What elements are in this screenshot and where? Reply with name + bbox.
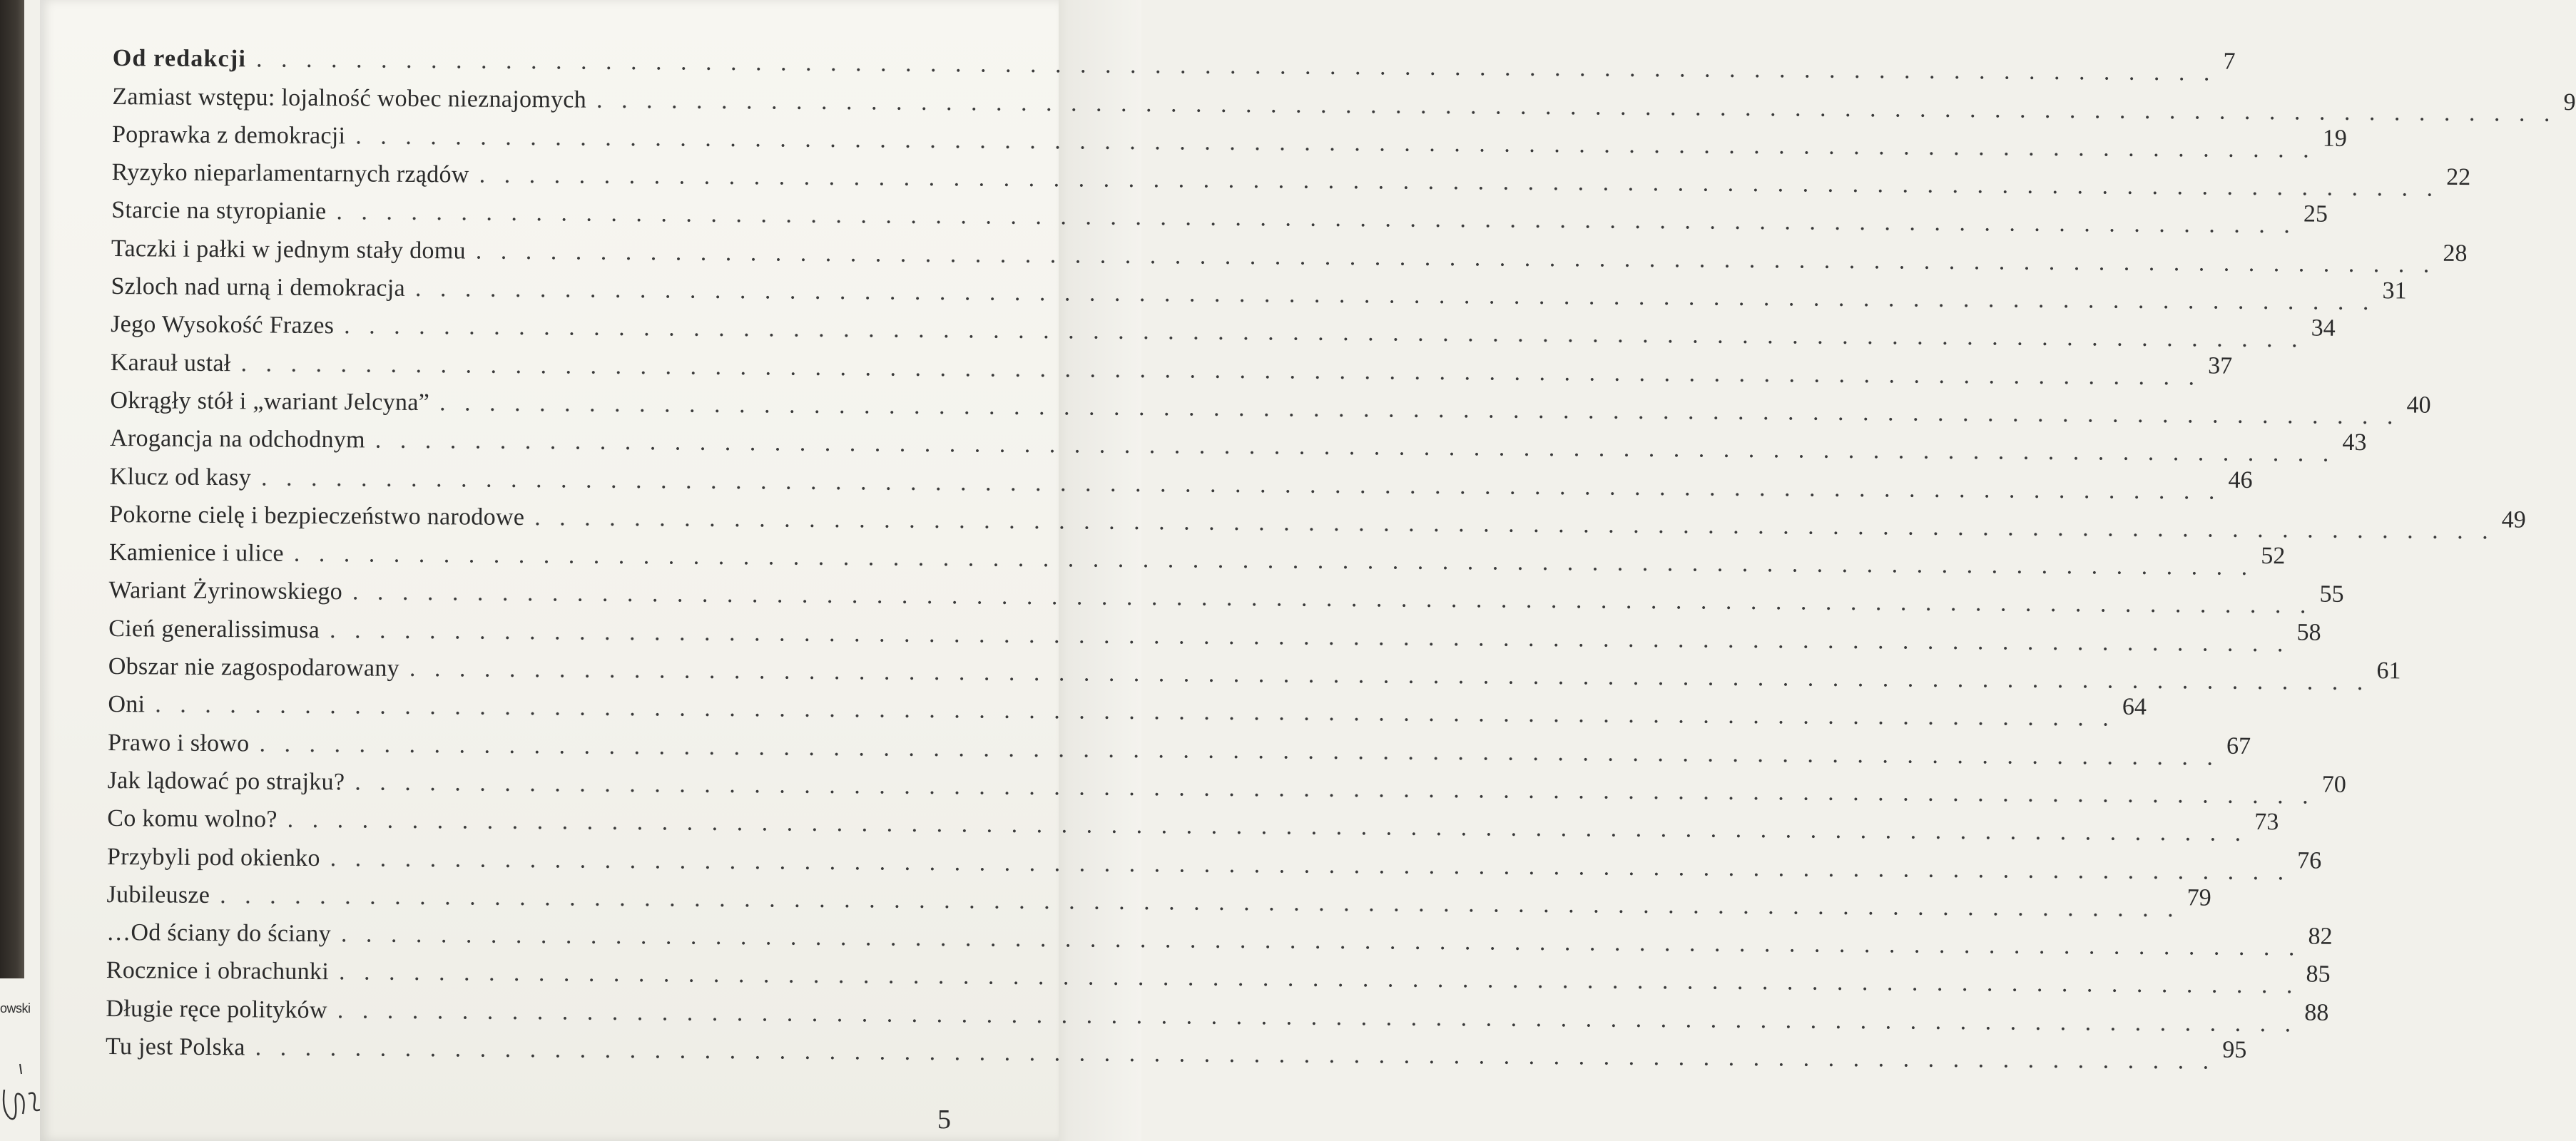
toc-entry-title: Obszar nie zagospodarowany xyxy=(108,653,400,682)
toc-entry-page: 49 xyxy=(2501,506,2526,533)
toc-entry-page: 58 xyxy=(2296,619,2321,646)
toc-entry xyxy=(108,680,2147,732)
toc-leader-dots: . . . . . . . . . . . . . . . . . . . . . . . . . . . . . . . . . . . . . . . . . . . . . . . . . . . . . . . . . . . . . . . . . . . . . . . . . . . . . . . xyxy=(337,996,2298,1038)
facing-page-caption: owski xyxy=(0,1001,31,1015)
toc-leader-dots: . . . . . . . . . . . . . . . . . . . . . . . . . . . . . . . . . . . . . . . . . . . . . . . . . . . . . . . . . . . . . . . . . . . . . . . . . . . . . . . xyxy=(352,578,2313,619)
toc-entry xyxy=(106,984,2329,1038)
toc-leader-dots: . . . . . . . . . . . . . . . . . . . . . . . . . . . . . . . . . . . . . . . . . . . . . . . . . . . . . . . . . . . . . . . . . . . . . . . . . . . . . . . xyxy=(534,504,2495,545)
toc-leader-dots: . . . . . . . . . . . . . . . . . . . . . . . . . . . . . . . . . . . . . . . . . . . . . . . . . . . . . . . . . . . . . . . . . . . . . . . . . . . . . . . xyxy=(255,1034,2216,1075)
toc-entry-title: Jak lądować po strajku? xyxy=(107,767,345,796)
toc-entry-page: 73 xyxy=(2254,809,2279,836)
toc-entry xyxy=(107,718,2251,771)
toc-entry xyxy=(112,72,2576,127)
toc-leader-dots: . . . . . . . . . . . . . . . . . . . . . . . . . . . . . . . . . . . . . . . . . . . . . . . . . . . . . . . . . . . . . . . . . . . . . . . . . . . . . . . xyxy=(355,769,2315,809)
toc-entry-title: Klucz od kasy xyxy=(109,463,252,491)
toc-entry-title: Taczki i pałki w jednym stały domu xyxy=(111,235,466,265)
toc-entry xyxy=(108,604,2321,658)
toc-entry-title: Jego Wysokość Frazes xyxy=(111,311,335,339)
toc-entry-title: …Od ściany do ściany xyxy=(106,919,332,948)
toc-entry-page: 76 xyxy=(2297,846,2322,874)
toc-entry-page: 25 xyxy=(2303,200,2328,228)
toc-leader-dots: . . . . . . . . . . . . . . . . . . . . . . . . . . . . . . . . . . . . . . . . . . . . . . . . . . . . . . . . . . . . . . . . . . . . . . . . . . . . . . . xyxy=(475,237,2436,278)
toc-entry-title: Pokorne cielę i bezpieczeństwo narodowe xyxy=(109,501,525,531)
toc-entry-page: 88 xyxy=(2304,999,2329,1026)
toc-entry-title: Poprawka z demokracji xyxy=(111,121,346,150)
toc-leader-dots: . . . . . . . . . . . . . . . . . . . . . . . . . . . . . . . . . . . . . . . . . . . . . . . . . . . . . . . . . . . . . . . . . . . . . . . . . . . . . . . xyxy=(414,275,2376,316)
toc-entry-page: 64 xyxy=(2122,694,2147,721)
toc-entry-title: Cień generalissimusa xyxy=(108,615,320,643)
toc-leader-dots: . . . . . . . . . . . . . . . . . . . . . . . . . . . . . . . . . . . . . . . . . . . . . . . . . . . . . . . . . . . . . . . . . . . . . . . . . . . . . . . xyxy=(344,312,2304,353)
toc-entry-title: Jubileusze xyxy=(106,881,210,909)
toc-entry-page: 61 xyxy=(2376,658,2401,685)
toc-entry-title: Tu jest Polska xyxy=(105,1033,245,1061)
toc-entry-page: 7 xyxy=(2223,48,2236,76)
toc-entry xyxy=(112,34,2236,86)
toc-entry-page: 31 xyxy=(2382,277,2407,305)
toc-entry xyxy=(106,871,2211,923)
toc-entry xyxy=(111,186,2328,239)
toc-entry-title: Kamienice i ulice xyxy=(108,539,284,567)
toc-leader-dots: . . . . . . . . . . . . . . . . . . . . . . . . . . . . . . . . . . . . . . . . . . . . . . . . . . . . . . . . . . . . . . . . . . . . . . . . . . . . . . . xyxy=(409,655,2370,696)
toc-entry-page: 43 xyxy=(2342,429,2367,456)
toc-entry-page: 37 xyxy=(2208,352,2233,379)
toc-entry-title: Ryzyko nieparlamentarnych rządów xyxy=(111,159,469,188)
toc-entry-title: Przybyli pod okienko xyxy=(106,843,320,871)
toc-entry xyxy=(110,338,2233,391)
toc-entry-title: Od redakcji xyxy=(112,45,247,73)
toc-leader-dots: . . . . . . . . . . . . . . . . . . . . . . . . . . . . . . . . . . . . . . . . . . . . . . . . . . . . . . . . . . . . . . . . . . . . . . . . . . . . . . . xyxy=(220,881,2180,923)
toc-leader-dots: . . . . . . . . . . . . . . . . . . . . . . . . . . . . . . . . . . . . . . . . . . . . . . . . . . . . . . . . . . . . . . . . . . . . . . . . . . . . . . . xyxy=(287,806,2248,847)
toc-entry xyxy=(111,300,2336,353)
toc-entry-title: Zamiast wstępu: lojalność wobec nieznajomych xyxy=(112,83,587,113)
toc-entry xyxy=(111,111,2347,163)
toc-entry-title: Arogancja na odchodnym xyxy=(109,425,365,454)
toc-entry-title: Rocznice i obrachunki xyxy=(106,957,330,986)
toc-entry-page: 34 xyxy=(2311,314,2336,342)
toc-entry-title: Szloch nad urną i demokracja xyxy=(111,273,406,302)
toc-leader-dots: . . . . . . . . . . . . . . . . . . . . . . . . . . . . . . . . . . . . . . . . . . . . . . . . . . . . . . . . . . . . . . . . . . . . . . . . . . . . . . . xyxy=(240,349,2201,391)
toc-entry xyxy=(111,224,2468,278)
toc-entry-page: 28 xyxy=(2443,240,2468,267)
toc-entry-title: Wariant Żyrinowskiego xyxy=(108,577,343,605)
toc-leader-dots: . . . . . . . . . . . . . . . . . . . . . . . . . . . . . . . . . . . . . . . . . . . . . . . . . . . . . . . . . . . . . . . . . . . . . . . . . . . . . . . xyxy=(155,691,2115,732)
toc-entry-page: 46 xyxy=(2228,466,2253,493)
toc-entry-title: Prawo i słowo xyxy=(107,729,250,757)
toc-leader-dots: . . . . . . . . . . . . . . . . . . . . . . . . . . . . . . . . . . . . . . . . . . . . . . . . . . . . . . . . . . . . . . . . . . . . . . . . . . . . . . . xyxy=(255,46,2216,86)
toc-entry xyxy=(106,946,2331,999)
toc-leader-dots: . . . . . . . . . . . . . . . . . . . . . . . . . . . . . . . . . . . . . . . . . . . . . . . . . . . . . . . . . . . . . . . . . . . . . . . . . . . . . . . xyxy=(329,616,2290,658)
toc-entry-title: Karauł ustał xyxy=(110,349,231,377)
toc-entry xyxy=(106,832,2322,885)
toc-entry xyxy=(106,909,2333,961)
toc-entry-title: Oni xyxy=(108,691,146,718)
toc-entry xyxy=(108,643,2401,696)
toc-entry-page: 95 xyxy=(2222,1036,2247,1063)
toc-entry xyxy=(108,528,2286,581)
toc-entry-page: 82 xyxy=(2308,923,2333,950)
toc-entry xyxy=(111,148,2471,202)
toc-entry xyxy=(105,1023,2247,1075)
toc-leader-dots: . . . . . . . . . . . . . . . . . . . . . . . . . . . . . . . . . . . . . . . . . . . . . . . . . . . . . . . . . . . . . . . . . . . . . . . . . . . . . . . xyxy=(439,389,2400,430)
toc-entry-page: 79 xyxy=(2186,884,2211,911)
toc-leader-dots: . . . . . . . . . . . . . . . . . . . . . . . . . . . . . . . . . . . . . . . . . . . . . . . . . . . . . . . . . . . . . . . . . . . . . . . . . . . . . . . xyxy=(259,730,2220,771)
toc-entry-page: 19 xyxy=(2322,125,2347,152)
toc-entry-page: 85 xyxy=(2306,961,2331,988)
toc-leader-dots: . . . . . . . . . . . . . . . . . . . . . . . . . . . . . . . . . . . . . . . . . . . . . . . . . . . . . . . . . . . . . . . . . . . . . . . . . . . . . . . xyxy=(596,86,2557,127)
toc-entry-page: 52 xyxy=(2261,543,2286,570)
toc-entry-page: 22 xyxy=(2446,164,2471,191)
toc-leader-dots: . . . . . . . . . . . . . . . . . . . . . . . . . . . . . . . . . . . . . . . . . . . . . . . . . . . . . . . . . . . . . . . . . . . . . . . . . . . . . . . xyxy=(355,123,2316,163)
page-number: 5 xyxy=(937,1105,951,1135)
toc-leader-dots: . . . . . . . . . . . . . . . . . . . . . . . . . . . . . . . . . . . . . . . . . . . . . . . . . . . . . . . . . . . . . . . . . . . . . . . . . . . . . . . xyxy=(479,161,2440,202)
toc-entry xyxy=(111,262,2407,316)
toc-entry-title: Starcie na styropianie xyxy=(111,197,327,225)
table-of-contents xyxy=(105,34,2576,1075)
toc-entry xyxy=(109,452,2253,505)
toc-entry-page: 55 xyxy=(2319,581,2344,608)
toc-entry-page: 70 xyxy=(2321,771,2346,798)
toc-leader-dots: . . . . . . . . . . . . . . . . . . . . . . . . . . . . . . . . . . . . . . . . . . . . . . . . . . . . . . . . . . . . . . . . . . . . . . . . . . . . . . . xyxy=(336,198,2297,239)
toc-entry-page: 9 xyxy=(2563,88,2576,116)
toc-leader-dots: . . . . . . . . . . . . . . . . . . . . . . . . . . . . . . . . . . . . . . . . . . . . . . . . . . . . . . . . . . . . . . . . . . . . . . . . . . . . . . . xyxy=(340,921,2301,961)
toc-leader-dots: . . . . . . . . . . . . . . . . . . . . . . . . . . . . . . . . . . . . . . . . . . . . . . . . . . . . . . . . . . . . . . . . . . . . . . . . . . . . . . . xyxy=(375,426,2336,468)
toc-entry-title: Długie ręce polityków xyxy=(106,995,327,1023)
toc-leader-dots: . . . . . . . . . . . . . . . . . . . . . . . . . . . . . . . . . . . . . . . . . . . . . . . . . . . . . . . . . . . . . . . . . . . . . . . . . . . . . . . xyxy=(338,958,2299,999)
toc-entry-title: Co komu wolno? xyxy=(107,805,278,833)
toc-entry xyxy=(107,757,2346,809)
toc-entry xyxy=(110,377,2431,430)
toc-leader-dots: . . . . . . . . . . . . . . . . . . . . . . . . . . . . . . . . . . . . . . . . . . . . . . . . . . . . . . . . . . . . . . . . . . . . . . . . . . . . . . . xyxy=(330,844,2291,885)
facing-page-photo-edge xyxy=(0,0,24,978)
toc-entry-page: 40 xyxy=(2406,392,2431,419)
toc-entry-page: 67 xyxy=(2226,732,2251,759)
toc-entry-title: Okrągły stół i „wariant Jelcyna” xyxy=(110,387,430,416)
toc-leader-dots: . . . . . . . . . . . . . . . . . . . . . . . . . . . . . . . . . . . . . . . . . . . . . . . . . . . . . . . . . . . . . . . . . . . . . . . . . . . . . . . xyxy=(260,464,2221,505)
toc-entry xyxy=(107,794,2279,847)
toc-leader-dots: . . . . . . . . . . . . . . . . . . . . . . . . . . . . . . . . . . . . . . . . . . . . . . . . . . . . . . . . . . . . . . . . . . . . . . . . . . . . . . . xyxy=(293,540,2254,581)
toc-entry xyxy=(108,566,2344,619)
toc-entry xyxy=(109,491,2526,545)
toc-entry xyxy=(109,414,2367,468)
